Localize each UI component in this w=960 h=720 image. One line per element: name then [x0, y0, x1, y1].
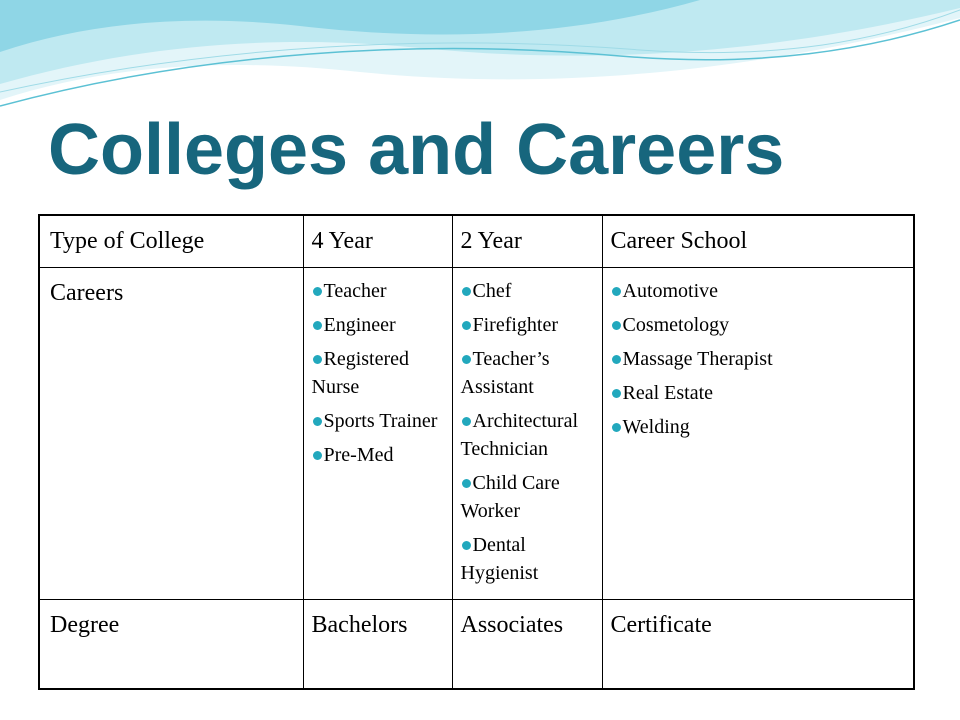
decorative-wave-banner	[0, 0, 960, 120]
degree-cell: Associates	[452, 600, 602, 690]
bullet-icon	[313, 321, 322, 330]
bullet-icon	[612, 389, 621, 398]
bullet-icon	[462, 541, 471, 550]
career-school-careers-list	[611, 268, 906, 441]
list-item: Dental Hygienist	[460, 534, 539, 584]
list-item: Massage Therapist	[611, 345, 906, 373]
row-label-careers: Careers	[39, 268, 303, 600]
degree-cell: Bachelors	[303, 600, 452, 690]
list-item: Welding	[611, 413, 906, 441]
header-cell: 4 Year	[303, 215, 452, 268]
two-year-careers-list	[461, 268, 594, 587]
four-year-careers-list	[312, 268, 444, 469]
bullet-icon	[313, 355, 322, 364]
page-title: Colleges and Careers	[48, 110, 785, 190]
bullet-icon	[612, 321, 621, 330]
row-label-degree: Degree	[39, 600, 303, 690]
bullet-icon	[612, 355, 621, 364]
list-item: Pre-Med	[312, 441, 444, 469]
header-cell: Type of College	[39, 215, 303, 268]
list-item: Chef	[461, 277, 594, 305]
list-item: Cosmetology	[611, 311, 906, 339]
header-cell: 2 Year	[452, 215, 602, 268]
list-item: Firefighter	[461, 311, 594, 339]
bullet-icon	[462, 355, 471, 364]
bullet-icon	[462, 479, 471, 488]
bullet-icon	[313, 417, 322, 426]
list-item: Sports Trainer	[312, 407, 444, 435]
bullet-icon	[462, 321, 471, 330]
list-item: Teacher’s Assistant	[460, 348, 550, 398]
list-item: Architectural Technician	[460, 410, 578, 460]
table-header-row	[39, 215, 914, 268]
four-year-careers-cell	[303, 268, 452, 600]
two-year-careers-cell	[452, 268, 602, 600]
list-item: Automotive	[611, 277, 906, 305]
list-item: Teacher	[312, 277, 444, 305]
list-item: Engineer	[312, 311, 444, 339]
career-school-careers-cell	[602, 268, 914, 600]
list-item: Real Estate	[611, 379, 906, 407]
degree-cell: Certificate	[602, 600, 914, 690]
bullet-icon	[313, 451, 322, 460]
bullet-icon	[462, 287, 471, 296]
bullet-icon	[462, 417, 471, 426]
list-item: Child Care Worker	[460, 472, 560, 522]
bullet-icon	[612, 423, 621, 432]
table-row-careers	[39, 268, 914, 600]
list-item: Registered Nurse	[311, 348, 410, 398]
colleges-careers-table	[38, 214, 915, 690]
bullet-icon	[612, 287, 621, 296]
table-row-degree	[39, 600, 914, 690]
bullet-icon	[313, 287, 322, 296]
header-cell: Career School	[602, 215, 914, 268]
